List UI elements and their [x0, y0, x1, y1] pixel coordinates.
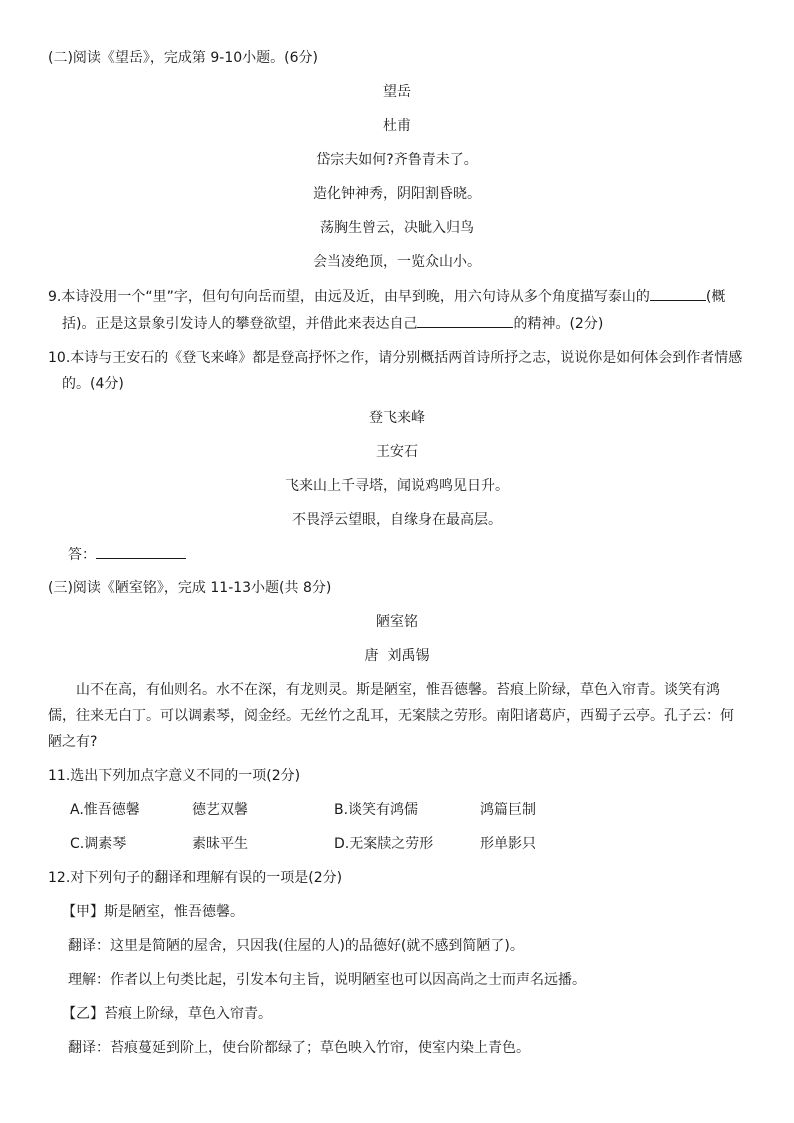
- question-10-line-2: 的。(4分): [62, 376, 124, 392]
- answer-blank-1[interactable]: [650, 286, 706, 301]
- question-12-line-5: 翻译：苔痕蔓延到阶上，使台阶都绿了；草色映入竹帘，使室内染上青色。: [68, 1040, 530, 1056]
- poem-line-3: 荡胸生曾云，决眦入归鸟: [320, 220, 474, 236]
- option-c[interactable]: C.调素琴: [70, 836, 127, 852]
- option-b[interactable]: B.谈笑有鸿儒: [334, 802, 419, 818]
- section2-intro: (二)阅读《望岳》，完成第 9-10小题。(6分): [48, 50, 318, 66]
- question-9-text-a: 9.本诗没用一个“里”字，但句句向岳而望，由远及近，由早到晚，用六句诗从多个角度描写泰山的: [48, 289, 650, 305]
- essay-line-1: 山不在高，有仙则名。水不在深，有龙则灵。斯是陋室，惟吾德馨。苔痕上阶绿，草色入帘青。谈笑有鸿: [76, 682, 720, 698]
- question-12-line-1: 【甲】斯是陋室，惟吾德馨。: [62, 904, 244, 920]
- answer-line: [68, 544, 186, 565]
- question-12-line-3: 理解：作者以上句类比起，引发本句主旨，说明陋室也可以因高尚之士而声名远播。: [68, 972, 586, 988]
- option-a[interactable]: A.惟吾德馨: [70, 802, 140, 818]
- answer-blank-2[interactable]: [417, 313, 513, 328]
- poem-line-4: 会当凌绝顶，一览众山小。: [313, 254, 481, 270]
- poem2-author: 王安石: [376, 444, 418, 460]
- option-a-compare: 德艺双馨: [192, 802, 248, 818]
- answer-blank-3[interactable]: [96, 544, 186, 559]
- question-10-line-1: 10.本诗与王安石的《登飞来峰》都是登高抒怀之作，请分别概括两首诗所抒之志，说说你是如何体会到作者情感: [48, 350, 743, 366]
- poem2-line-2: 不畏浮云望眼，自缘身在最高层。: [292, 512, 502, 528]
- question-9-text-d: 的精神。(2分): [513, 316, 604, 332]
- question-11-stem: 11.选出下列加点字意义不同的一项(2分): [48, 768, 301, 784]
- poem2-line-1: 飞来山上千寻塔，闻说鸡鸣见日升。: [285, 478, 509, 494]
- poem-author: 杜甫: [383, 118, 411, 134]
- essay-line-2: 儒，往来无白丁。可以调素琴，阅金经。无丝竹之乱耳，无案牍之劳形。南阳诸葛庐，西蜀子云亭。孔子云：何: [48, 708, 734, 724]
- poem-title: 望岳: [383, 84, 411, 100]
- question-9-text-b: (概: [705, 289, 726, 305]
- essay-title: 陋室铭: [376, 614, 418, 630]
- poem-line-1: 岱宗夫如何?齐鲁青未了。: [316, 152, 478, 168]
- poem2-title: 登飞来峰: [369, 410, 425, 426]
- option-d[interactable]: D.无案牍之劳形: [334, 836, 434, 852]
- section3-intro: (三)阅读《陋室铭》，完成 11-13小题(共 8分): [48, 580, 332, 596]
- option-c-compare: 素昧平生: [192, 836, 248, 852]
- question-12-line-2: 翻译：这里是简陋的屋舍，只因我(住屋的人)的品德好(就不感到简陋了)。: [68, 938, 524, 954]
- option-d-compare: 形单影只: [480, 836, 536, 852]
- answer-label: 答：: [68, 547, 96, 563]
- question-9-text-c: 括)。正是这景象引发诗人的攀登欲望，并借此来表达自己: [62, 316, 418, 332]
- question-9-line-2: [62, 313, 603, 334]
- poem-line-2: 造化钟神秀，阴阳割昏晓。: [313, 186, 481, 202]
- essay-author: 唐 刘禹锡: [364, 648, 430, 664]
- essay-line-3: 陋之有?: [48, 734, 98, 750]
- option-b-compare: 鸿篇巨制: [480, 802, 536, 818]
- question-12-line-4: 【乙】苔痕上阶绿，草色入帘青。: [62, 1006, 272, 1022]
- question-9-line-1: [48, 286, 725, 307]
- question-12-stem: 12.对下列句子的翻译和理解有误的一项是(2分): [48, 870, 343, 886]
